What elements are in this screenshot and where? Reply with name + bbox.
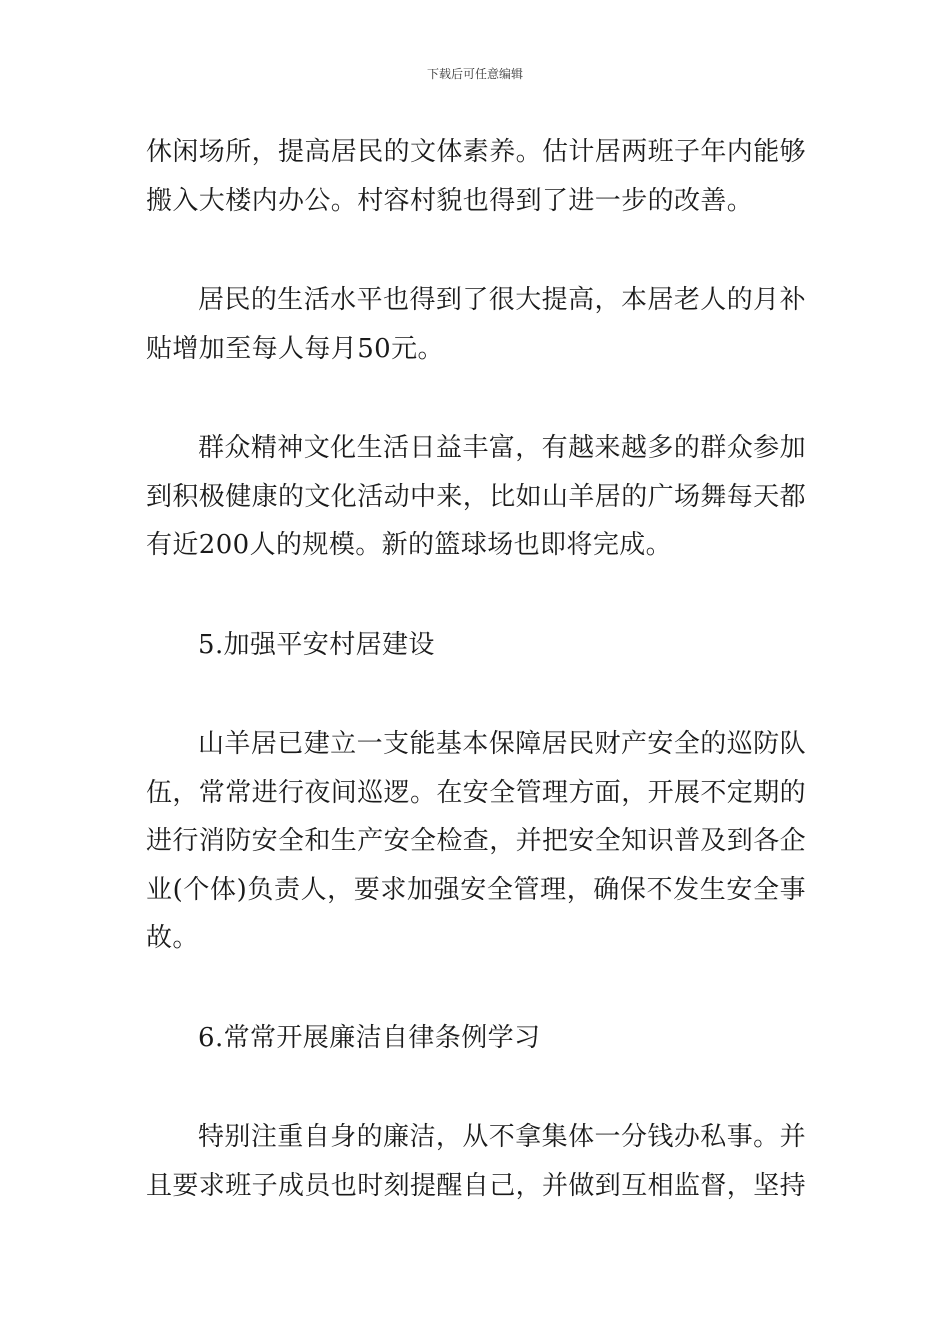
- paragraph-living-standard: 居民的生活水平也得到了很大提高，本居老人的月补贴增加至每人每月50元。: [146, 285, 806, 364]
- page-header: 下载后可任意编辑: [426, 67, 523, 81]
- section-heading-5: 5.加强平安村居建设: [198, 629, 435, 660]
- paragraph-safety: 山羊居已建立一支能基本保障居民财产安全的巡防队伍，常常进行夜间巡逻。在安全管理方面，开展不定期的进行消防安全和生产安全检查，并把安全知识普及到各企业(个体)负责人，要求加强安全管理，确保不发生安全事故。: [146, 729, 807, 953]
- paragraph-cultural-life: 群众精神文化生活日益丰富，有越来越多的群众参加到积极健康的文化活动中来，比如山羊居的广场舞每天都有近200人的规模。新的篮球场也即将完成。: [146, 433, 807, 560]
- section-heading-6: 6.常常开展廉洁自律条例学习: [198, 1022, 541, 1053]
- document-body: [146, 128, 806, 1210]
- paragraph-integrity: 特别注重自身的廉洁，从不拿集体一分钱办私事。并且要求班子成员也时刻提醒自己，并做到互相监督，坚持: [146, 1122, 807, 1201]
- paragraph-continuation: 休闲场所，提高居民的文体素养。估计居两班子年内能够搬入大楼内办公。村容村貌也得到了进一步的改善。: [146, 137, 807, 216]
